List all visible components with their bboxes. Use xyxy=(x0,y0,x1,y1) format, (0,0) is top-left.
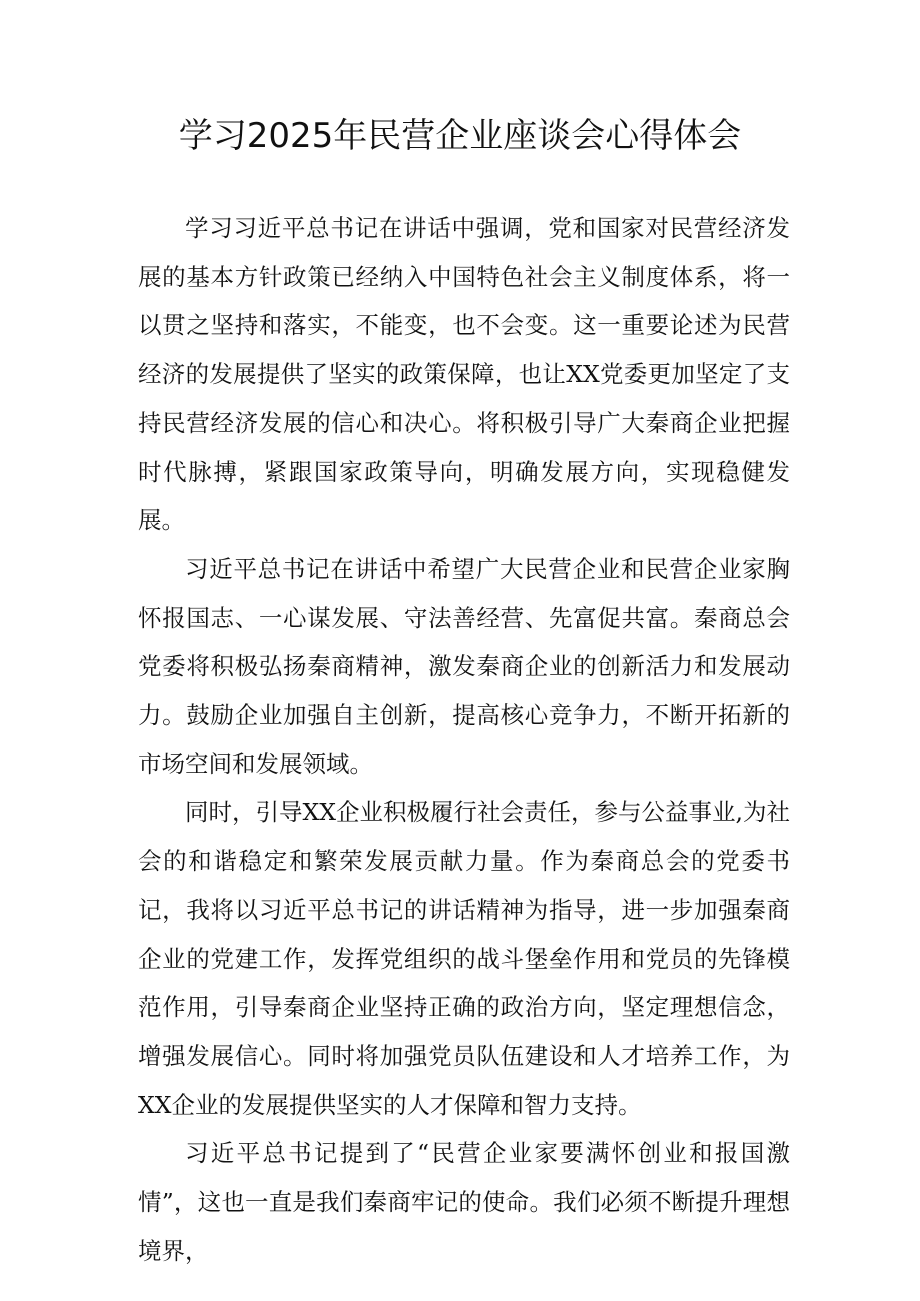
paragraph-1: 学习习近平总书记在讲话中强调，党和国家对民营经济发展的基本方针政策已经纳入中国特色社会主义制度体系，将一以贯之坚持和落实，不能变，也不会变。这一重要论述为民营经济的发展提供了坚实的政策保障，也让XX党委更加坚定了支持民营经济发展的信心和决心。将积极引导广大秦商企业把握时代脉搏，紧跟国家政策导向，明确发展方向，实现稳健发展。 xyxy=(138,214,790,535)
document-body xyxy=(138,204,790,1275)
paragraph-4: 习近平总书记提到了“民营企业家要满怀创业和报国激情”，这也一直是我们秦商牢记的使命。我们必须不断提升理想境界， xyxy=(138,1139,790,1265)
paragraph-3: 同时，引导XX企业积极履行社会责任，参与公益事业,为社会的和谐稳定和繁荣发展贡献力量。作为秦商总会的党委书记，我将以习近平总书记的讲话精神为指导，进一步加强秦商企业的党建工作，发挥党组织的战斗堡垒作用和党员的先锋模范作用，引导秦商企业坚持正确的政治方向，坚定理想信念，增强发展信心。同时将加强党员队伍建设和人才培养工作，为XX企业的发展提供坚实的人才保障和智力支持。 xyxy=(138,798,790,1119)
document-title: 学习2025年民营企业座谈会心得体会 xyxy=(178,116,742,156)
paragraph-2: 习近平总书记在讲话中希望广大民营企业和民营企业家胸怀报国志、一心谋发展、守法善经营、先富促共富。秦商总会党委将积极弘扬秦商精神，激发秦商企业的创新活力和发展动力。鼓励企业加强自主创新，提高核心竞争力，不断开拓新的市场空间和发展领域。 xyxy=(138,554,790,778)
